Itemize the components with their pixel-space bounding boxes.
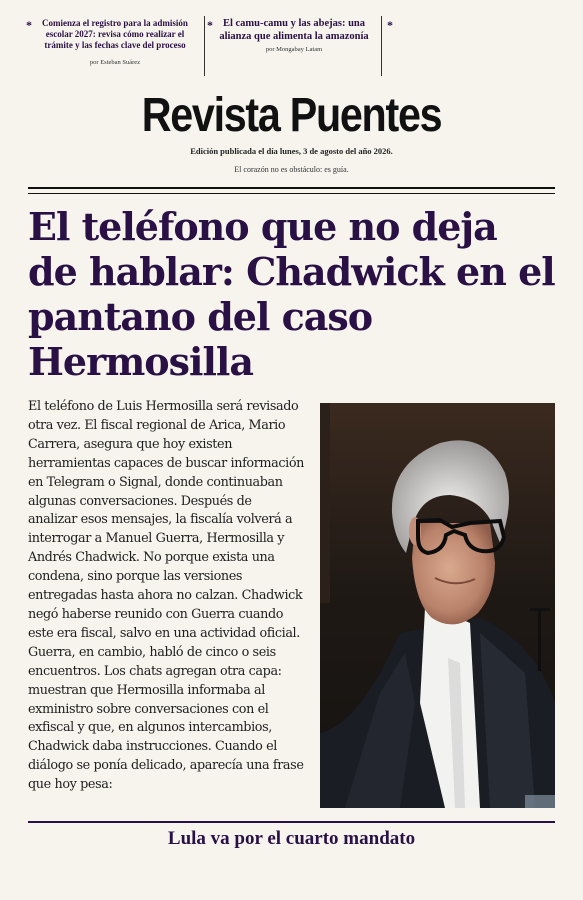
article-photo: [320, 403, 555, 808]
divider: [28, 187, 555, 189]
teaser-strip: [24, 16, 394, 76]
divider: [28, 193, 555, 194]
next-story-headline[interactable]: Lula va por el cuarto mandato: [167, 828, 416, 849]
edition-date: Edición publicada el día lunes, 3 de agosto del año 2026.: [190, 146, 393, 156]
teaser-author: por Mongabay Latam: [265, 46, 323, 53]
asterisk-icon: *: [387, 18, 393, 32]
publication-name[interactable]: Revista Puentes: [141, 89, 442, 142]
teaser-story[interactable]: [24, 16, 204, 76]
asterisk-icon: *: [26, 18, 32, 32]
teaser-story[interactable]: [204, 16, 393, 76]
article-body: El teléfono de Luis Hermosilla será revisado otra vez. El fiscal regional de Arica, Mario Carrera, asegura que hoy existen herramientas capaces de buscar información en Telegram o Signal, donde continuaban algunas conversaciones. Después de analizar esos mensajes, la fiscalía volverá a interrogar a Manuel Guerra, Hermosilla y Andrés Chadwick. No porque exista una condena, sino porque las versiones entregadas hasta ahora no calzan. Chadwick negó haberse reunido con Guerra cuando este era fiscal, salvo en una actividad oficial. Guerra, en cambio, habló de cinco o seis encuentros. Los chats agregan otra capa: muestran que Hermosilla informaba al exministro sobre conversaciones con el exfiscal y que, en algunos intercambios, Chadwick daba instrucciones. Cuando el diálogo se ponía delicado, aparecía una frase que hoy pesa:: [28, 399, 304, 793]
teaser-title[interactable]: El camu-camu y las abejas: una alianza que alimenta la amazonía: [219, 18, 369, 42]
masthead: [0, 88, 583, 174]
teaser-title[interactable]: Comienza el registro para la admisión escolar 2027: revisa cómo realizar el trámite y las fechas clave del proceso: [42, 18, 188, 50]
article-headline[interactable]: El teléfono que no deja de hablar: Chadwick en el pantano del caso Hermosilla: [28, 204, 555, 384]
asterisk-icon: *: [207, 18, 213, 32]
divider: [28, 821, 555, 823]
teaser-author: por Esteban Suárez: [89, 59, 141, 66]
motto: El corazón no es obstáculo: es guía.: [234, 165, 349, 174]
